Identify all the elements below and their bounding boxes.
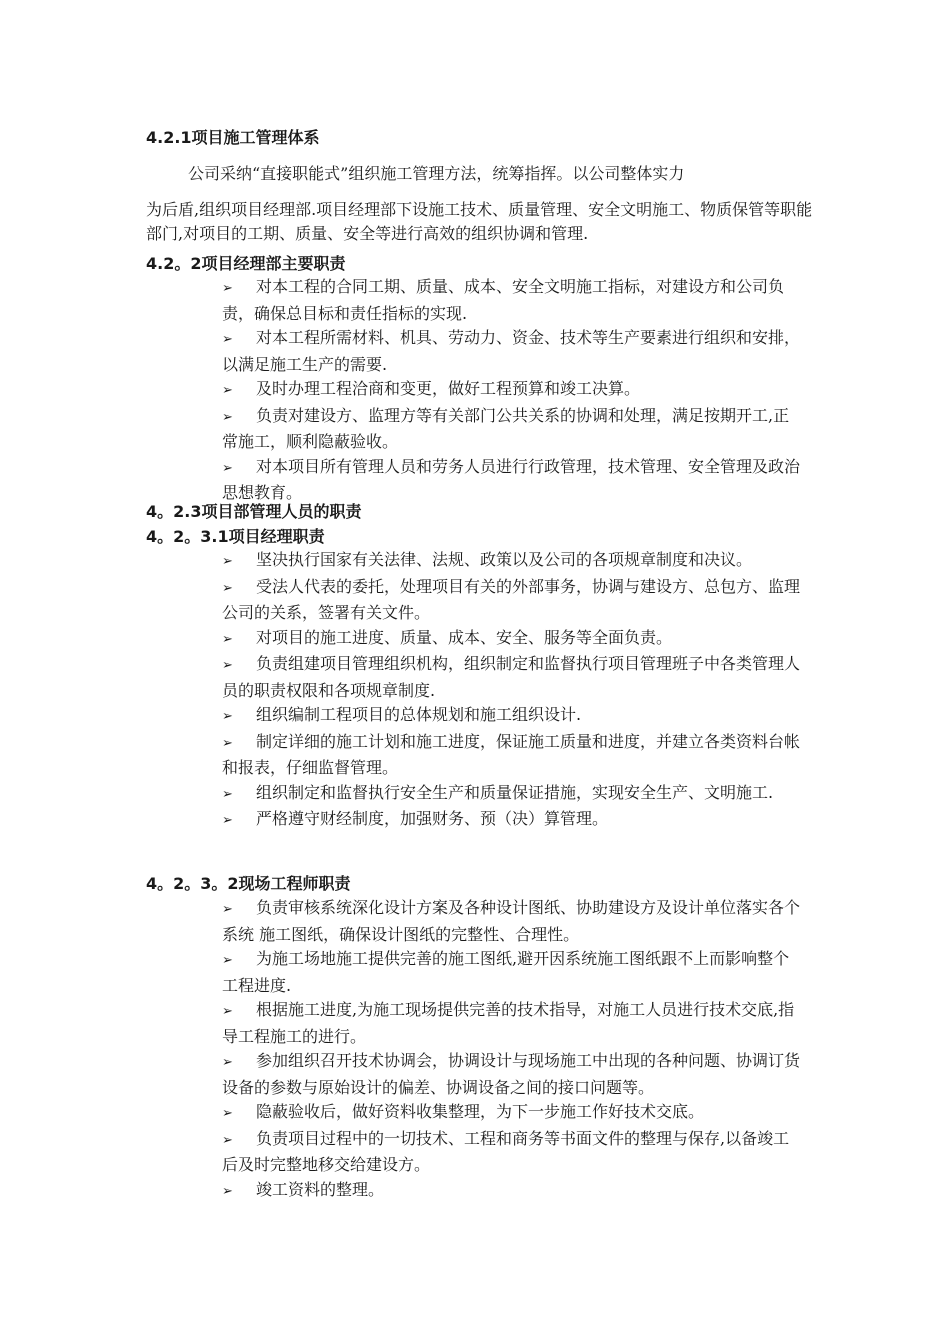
arrow-bullet-icon: ➢ <box>222 1004 233 1019</box>
heading-4-2-2: 4.2。2项目经理部主要职责 <box>146 254 346 273</box>
engineer-duties-list <box>222 896 802 1204</box>
list-item: ➢ 负责审核系统深化设计方案及各种设计图纸、协助建设方及设计单位落实各个系统 施工图纸，确保设计图纸的完整性、合理性。 <box>222 898 801 944</box>
list-item: ➢ 对本工程的合同工期、质量、成本、安全文明施工指标，对建设方和公司负责，确保总目标和责任指标的实现. <box>222 277 785 323</box>
list-item: ➢ 组织制定和监督执行安全生产和质量保证措施，实现安全生产、文明施工. <box>222 781 802 808</box>
arrow-bullet-icon: ➢ <box>222 1106 233 1121</box>
manager-dept-duties-list <box>222 275 802 506</box>
list-item: ➢ 负责项目过程中的一切技术、工程和商务等书面文件的整理与保存,以备竣工后及时完整地移交给建设方。 <box>222 1128 790 1174</box>
list-item: ➢ 对本工程所需材料、机具、劳动力、资金、技术等生产要素进行组织和安排，以满足施工生产的需要. <box>222 328 801 374</box>
list-item: ➢ 负责组建项目管理组织机构，组织制定和监督执行项目管理班子中各类管理人员的职责权限和各项规章制度. <box>222 654 801 700</box>
list-item: ➢ 隐蔽验收后，做好资料收集整理，为下一步施工作好技术交底。 <box>222 1100 802 1127</box>
arrow-bullet-icon: ➢ <box>222 953 233 968</box>
arrow-bullet-icon: ➢ <box>222 1132 233 1148</box>
intro-first-line: 公司采纳“直接职能式”组织施工管理方法，统筹指挥。以公司整体实力 <box>188 164 685 183</box>
list-item: ➢ 对项目的施工进度、质量、成本、安全、服务等全面负责。 <box>222 626 802 653</box>
arrow-bullet-icon: ➢ <box>222 332 233 347</box>
list-item: ➢ 制定详细的施工计划和施工进度，保证施工质量和进度，并建立各类资料台帐和报表，仔细监督管理。 <box>222 731 801 777</box>
list-item: ➢ 及时办理工程洽商和变更，做好工程预算和竣工决算。 <box>222 377 802 404</box>
arrow-bullet-icon: ➢ <box>222 1055 233 1070</box>
list-item: ➢ 负责对建设方、监理方等有关部门公共关系的协调和处理，满足按期开工,正常施工，顺利隐蔽验收。 <box>222 405 790 451</box>
intro-rest: 为后盾,组织项目经理部.项目经理部下设施工技术、质量管理、安全文明施工、物质保管等职能部门,对项目的工期、质量、安全等进行高效的组织协调和管理. <box>146 200 813 243</box>
arrow-bullet-icon: ➢ <box>222 709 233 724</box>
heading-4-2-1: 4.2.1项目施工管理体系 <box>146 128 320 147</box>
heading-4-2-3-2: 4。2。3。2现场工程师职责 <box>146 874 351 893</box>
arrow-bullet-icon: ➢ <box>222 409 233 425</box>
heading-4-2-3: 4。2.3项目部管理人员的职责 <box>146 502 362 521</box>
list-item: ➢ 组织编制工程项目的总体规划和施工组织设计. <box>222 703 802 730</box>
pm-duties-list <box>222 548 802 834</box>
arrow-bullet-icon: ➢ <box>222 631 233 647</box>
intro-paragraph <box>146 162 826 246</box>
list-item: ➢ 坚决执行国家有关法律、法规、政策以及公司的各项规章制度和决议。 <box>222 548 802 575</box>
arrow-bullet-icon: ➢ <box>222 383 233 398</box>
arrow-bullet-icon: ➢ <box>222 902 233 917</box>
arrow-bullet-icon: ➢ <box>222 1183 233 1199</box>
list-item: ➢ 受法人代表的委托，处理项目有关的外部事务，协调与建设方、总包方、监理公司的关系，签署有关文件。 <box>222 576 801 622</box>
list-item: ➢ 为施工场地施工提供完善的施工图纸,避开因系统施工图纸跟不上而影响整个工程进度. <box>222 949 790 995</box>
arrow-bullet-icon: ➢ <box>222 580 233 596</box>
arrow-bullet-icon: ➢ <box>222 813 233 828</box>
list-item: ➢ 根据施工进度,为施工现场提供完善的技术指导，对施工人员进行技术交底,指导工程施工的进行。 <box>222 1000 795 1046</box>
list-item: ➢ 参加组织召开技术协调会，协调设计与现场施工中出现的各种问题、协调订货设备的参数与原始设计的偏差、协调设备之间的接口问题等。 <box>222 1051 801 1097</box>
list-item: ➢ 严格遵守财经制度，加强财务、预（决）算管理。 <box>222 807 802 834</box>
arrow-bullet-icon: ➢ <box>222 554 233 569</box>
arrow-bullet-icon: ➢ <box>222 658 233 673</box>
arrow-bullet-icon: ➢ <box>222 786 233 802</box>
arrow-bullet-icon: ➢ <box>222 460 233 476</box>
arrow-bullet-icon: ➢ <box>222 281 233 296</box>
arrow-bullet-icon: ➢ <box>222 735 233 751</box>
heading-4-2-3-1: 4。2。3.1项目经理职责 <box>146 527 325 546</box>
list-item: ➢ 竣工资料的整理。 <box>222 1178 802 1205</box>
list-item: ➢ 对本项目所有管理人员和劳务人员进行行政管理，技术管理、安全管理及政治思想教育。 <box>222 456 801 502</box>
